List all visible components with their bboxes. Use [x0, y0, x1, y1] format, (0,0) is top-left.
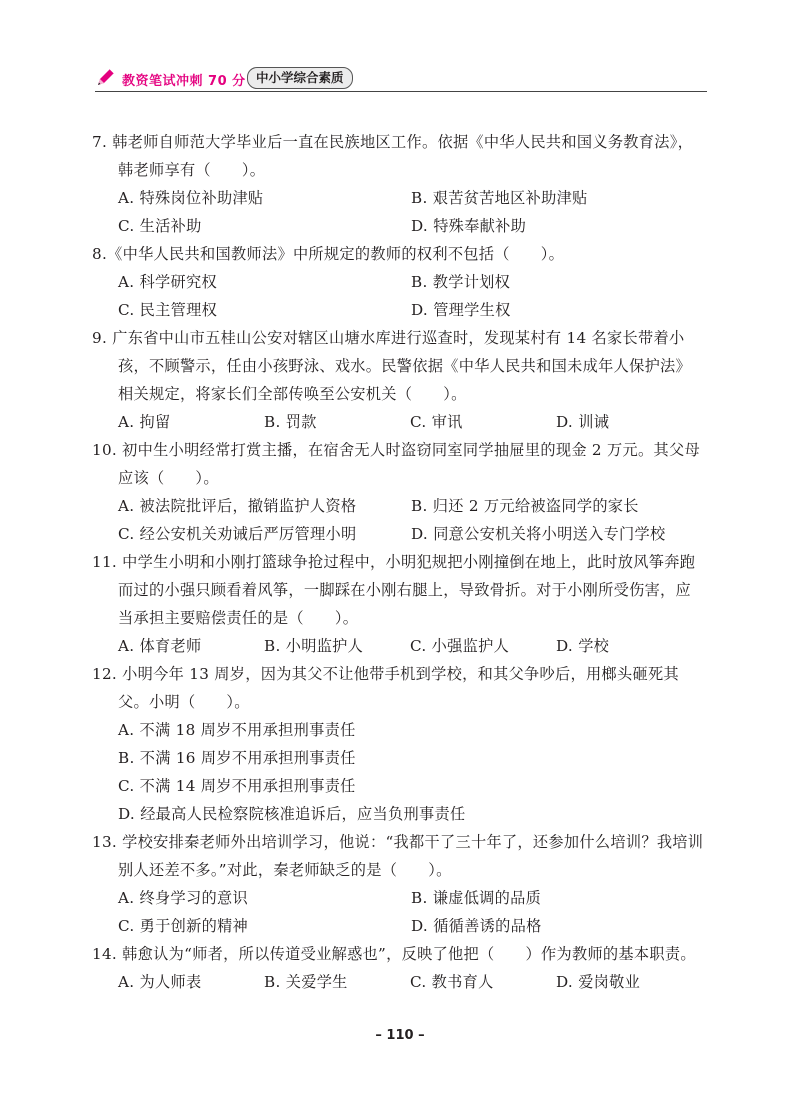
option-group — [92, 408, 704, 436]
question-9 — [92, 324, 704, 436]
option-c: C. 教书育人 — [410, 973, 494, 991]
option-d: D. 爱岗敬业 — [556, 973, 641, 991]
question-7 — [92, 128, 704, 240]
option-b: B. 教学计划权 — [411, 273, 511, 291]
option-group — [92, 968, 704, 996]
page-header — [95, 64, 707, 94]
option-b: B. 不满 16 周岁不用承担刑事责任 — [118, 749, 356, 767]
option-group — [92, 184, 704, 240]
header-divider — [95, 91, 707, 92]
series-title: 教资笔试冲刺 70 分 — [122, 74, 246, 89]
pencil-icon — [95, 66, 117, 88]
question-stem: 12. 小明今年 13 周岁，因为其父不让他带手机到学校，和其父争吵后，用榔头砸死其父。小明（ ）。 — [92, 665, 679, 711]
option-a: A. 被法院批评后，撤销监护人资格 — [118, 497, 357, 515]
option-c: C. 生活补助 — [118, 217, 202, 235]
option-group — [92, 632, 704, 660]
question-stem: 10. 初中生小明经常打赏主播，在宿舍无人时盗窃同室同学抽屉里的现金 2 万元。其父母应该（ ）。 — [92, 441, 700, 487]
option-d: D. 同意公安机关将小明送入专门学校 — [411, 525, 666, 543]
option-a: A. 特殊岗位补助津贴 — [118, 189, 264, 207]
option-b: B. 艰苦贫苦地区补助津贴 — [411, 189, 588, 207]
question-stem: 9. 广东省中山市五桂山公安对辖区山塘水库进行巡查时，发现某村有 14 名家长带着小孩，不顾警示，任由小孩野泳、戏水。民警依据《中华人民共和国未成年人保护法》相关规定，将家长们全部传唤至公安机关（ ）。 — [92, 329, 692, 403]
option-a: A. 拘留 — [118, 413, 171, 431]
option-d: D. 学校 — [556, 637, 610, 655]
option-a: A. 科学研究权 — [118, 273, 217, 291]
option-c: C. 民主管理权 — [118, 301, 218, 319]
question-13 — [92, 828, 704, 940]
question-8 — [92, 240, 704, 324]
option-a: A. 体育老师 — [118, 637, 202, 655]
option-b: B. 谦虚低调的品质 — [411, 889, 542, 907]
option-b: B. 归还 2 万元给被盗同学的家长 — [411, 497, 639, 515]
option-c: C. 勇于创新的精神 — [118, 917, 249, 935]
question-12 — [92, 660, 704, 828]
option-c: C. 小强监护人 — [410, 637, 510, 655]
option-b: B. 小明监护人 — [264, 637, 364, 655]
option-c: C. 经公安机关劝诫后严厉管理小明 — [118, 525, 357, 543]
option-a: A. 为人师表 — [118, 973, 202, 991]
option-a: A. 终身学习的意识 — [118, 889, 248, 907]
question-11 — [92, 548, 704, 660]
option-group — [92, 884, 704, 940]
subject-badge: 中小学综合素质 — [247, 67, 353, 89]
option-d: D. 特殊奉献补助 — [411, 217, 527, 235]
option-b: B. 罚款 — [264, 413, 317, 431]
option-a: A. 不满 18 周岁不用承担刑事责任 — [118, 721, 356, 739]
option-d: D. 管理学生权 — [411, 301, 511, 319]
question-stem: 14. 韩愈认为“师者，所以传道受业解惑也”，反映了他把（ ）作为教师的基本职责。 — [92, 945, 696, 963]
option-d: D. 经最高人民检察院核准追诉后，应当负刑事责任 — [118, 805, 466, 823]
question-10 — [92, 436, 704, 548]
option-d: D. 训诫 — [556, 413, 610, 431]
option-b: B. 关爱学生 — [264, 973, 348, 991]
option-d: D. 循循善诱的品格 — [411, 917, 542, 935]
question-stem: 7. 韩老师自师范大学毕业后一直在民族地区工作。依据《中华人民共和国义务教育法》，韩老师享有（ ）。 — [92, 133, 694, 179]
question-stem: 8.《中华人民共和国教师法》中所规定的教师的权利不包括（ ）。 — [92, 245, 565, 263]
question-14 — [92, 940, 704, 996]
option-group — [92, 268, 704, 324]
option-c: C. 不满 14 周岁不用承担刑事责任 — [118, 777, 356, 795]
question-list — [92, 128, 704, 996]
page-number: – 110 – — [375, 1028, 425, 1043]
option-c: C. 审讯 — [410, 413, 463, 431]
option-group — [92, 716, 704, 828]
question-stem: 13. 学校安排秦老师外出培训学习，他说：“我都干了三十年了，还参加什么培训？我培训别人还差不多。”对此，秦老师缺乏的是（ ）。 — [92, 833, 704, 879]
question-stem: 11. 中学生小明和小刚打篮球争抢过程中，小明犯规把小刚撞倒在地上，此时放风筝奔跑而过的小强只顾看着风筝，一脚踩在小刚右腿上，导致骨折。对于小刚所受伤害，应当承担主要赔偿责任的是（ ）。 — [92, 553, 696, 627]
option-group — [92, 492, 704, 548]
